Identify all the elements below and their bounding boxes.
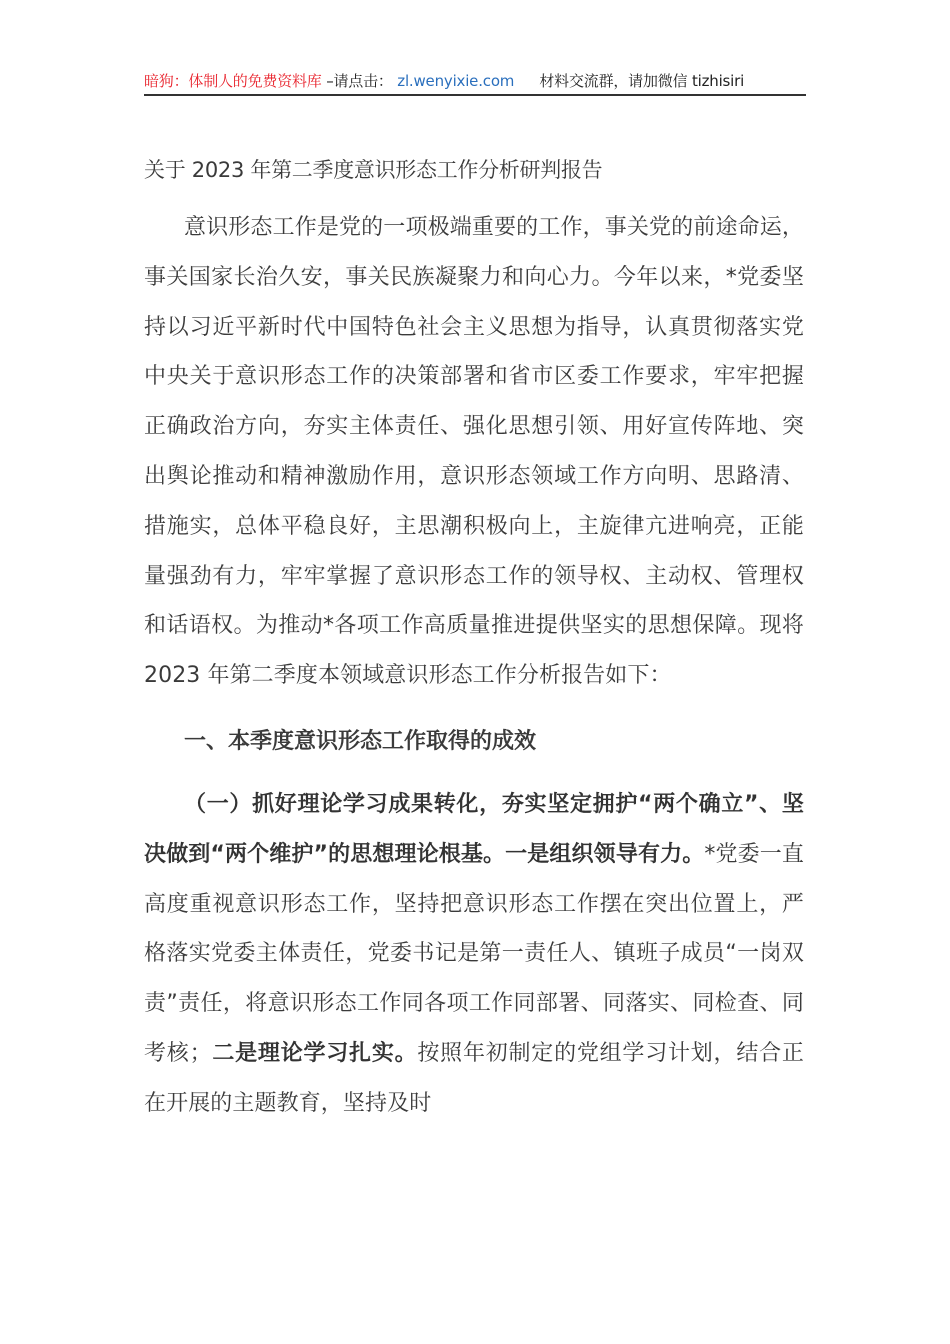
document-title: 关于 2023 年第二季度意识形态工作分析研判报告 — [144, 158, 603, 182]
subsection-paragraph-1 — [144, 780, 804, 1129]
header-brand-text: 暗狗：体制人的免费资料库 — [144, 72, 322, 90]
subsection-text-1: *党委一直高度重视意识形态工作，坚持把意识形态工作摆在突出位置上，严格落实党委主体责任，党委书记是第一责任人、镇班子成员“一岗双责”责任，将意识形态工作同各项工作同部署、同落实、同检查、同考核； — [144, 841, 804, 1066]
section-heading-1: 一、本季度意识形态工作取得的成效 — [184, 728, 537, 754]
header-link-prompt: –请点击： — [326, 72, 393, 90]
header-website-link[interactable]: zl.wenyixie.com — [397, 72, 515, 90]
document-body — [144, 150, 804, 1129]
intro-paragraph: 意识形态工作是党的一项极端重要的工作，事关党的前途命运，事关国家长治久安，事关民族凝聚力和向心力。今年以来，*党委坚持以习近平新时代中国特色社会主义思想为指导，认真贯彻落实党中央关于意识形态工作的决策部署和省市区委工作要求，牢牢把握正确政治方向，夯实主体责任、强化思想引领、用好宣传阵地、突出舆论推动和精神激励作用，意识形态领域工作方向明、思路清、措施实，总体平稳良好，主思潮积极向上，主旋律亢进响亮，正能量强劲有力，牢牢掌握了意识形态工作的领导权、主动权、管理权和话语权。为推动*各项工作高质量推进提供坚实的思想保障。现将 2023 年第二季度本领域意识形态工作分析报告如下： — [144, 215, 804, 689]
subsection-text-2: 按照年初制定的党组学习计划，结合正在开展的主题教育，坚持及时 — [144, 1040, 804, 1116]
subsection-bold-2: 二是理论学习扎实。 — [211, 1040, 418, 1066]
page-header — [144, 68, 806, 94]
header-group-text: 材料交流群，请加微信 tizhisiri — [539, 72, 745, 90]
subsection-bold-lead: （一）抓好理论学习成果转化，夯实坚定拥护“两个确立”、坚决做到“两个维护”的思想理论根基。一是组织领导有力。 — [144, 791, 804, 867]
header-divider — [144, 94, 806, 96]
